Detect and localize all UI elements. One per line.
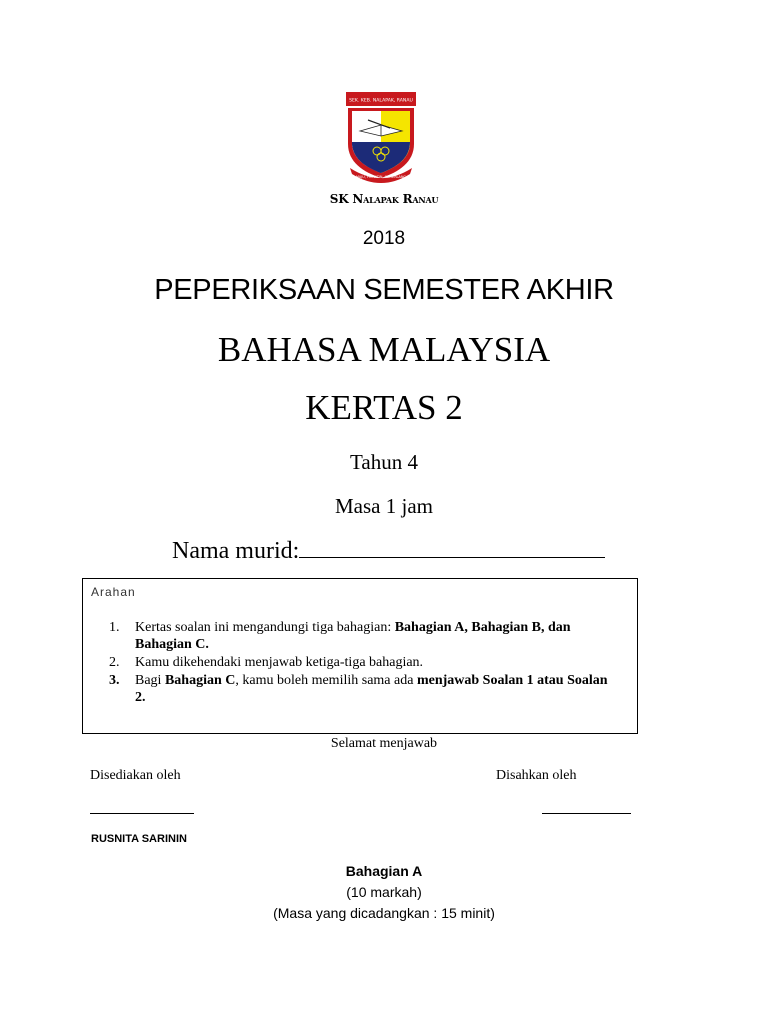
instruction-emphasis: Bahagian A, Bahagian B, dan Bahagian C.: [135, 620, 571, 652]
student-name-field: [172, 536, 605, 565]
instruction-item: [109, 672, 609, 706]
instruction-text: , kamu boleh memilih sama ada: [235, 673, 417, 688]
prepared-signature-line: [90, 813, 194, 814]
preparer-name: RUSNITA SARININ: [91, 833, 187, 845]
exam-year: 2018: [362, 228, 406, 249]
prepared-by-label: Disediakan oleh: [90, 768, 181, 783]
student-name-label: Nama murid:: [172, 538, 300, 564]
school-name: SK Nalapak Ranau: [329, 192, 439, 206]
instruction-text: Bagi: [135, 673, 165, 688]
svg-text:SEK. KEB. NALAPAK, RANAU: SEK. KEB. NALAPAK, RANAU: [349, 98, 413, 104]
instruction-emphasis: menjawab Soalan 1 atau Soalan 2.: [135, 673, 608, 705]
instruction-text: Kamu dikehendaki menjawab ketiga-tiga bahagian.: [135, 655, 424, 670]
instruction-item: [109, 619, 609, 653]
approved-by-label: Disahkan oleh: [496, 768, 577, 783]
approved-signature-line: [542, 813, 631, 814]
instruction-item: [109, 654, 609, 671]
section-marks: (10 markah): [346, 884, 422, 900]
exam-title: PEPERIKSAAN SEMESTER AKHIR: [154, 274, 614, 306]
instructions-label: Arahan: [91, 585, 136, 599]
instructions-box: [82, 578, 638, 734]
grade-level: Tahun 4: [350, 450, 418, 474]
instruction-number: 3.: [109, 673, 120, 688]
svg-text:MAJU, PRIHATIN, CEMERLANG: MAJU, PRIHATIN, CEMERLANG: [355, 175, 407, 179]
instructions-list: [109, 619, 609, 707]
exam-duration: Masa 1 jam: [335, 494, 433, 518]
paper-number: KERTAS 2: [305, 388, 463, 427]
subject-title: BAHASA MALAYSIA: [217, 330, 551, 369]
instruction-text: Kertas soalan ini mengandungi tiga bahagian:: [135, 620, 395, 635]
instruction-number: 2.: [109, 655, 120, 670]
section-suggested-time: (Masa yang dicadangkan : 15 minit): [273, 905, 495, 921]
school-crest-logo: [344, 90, 418, 186]
section-title: Bahagian A: [345, 863, 423, 879]
closing-greeting: Selamat menjawab: [330, 736, 438, 751]
student-name-blank[interactable]: [299, 536, 605, 558]
instruction-number: 1.: [109, 620, 120, 635]
instruction-emphasis: Bahagian C: [164, 673, 236, 688]
